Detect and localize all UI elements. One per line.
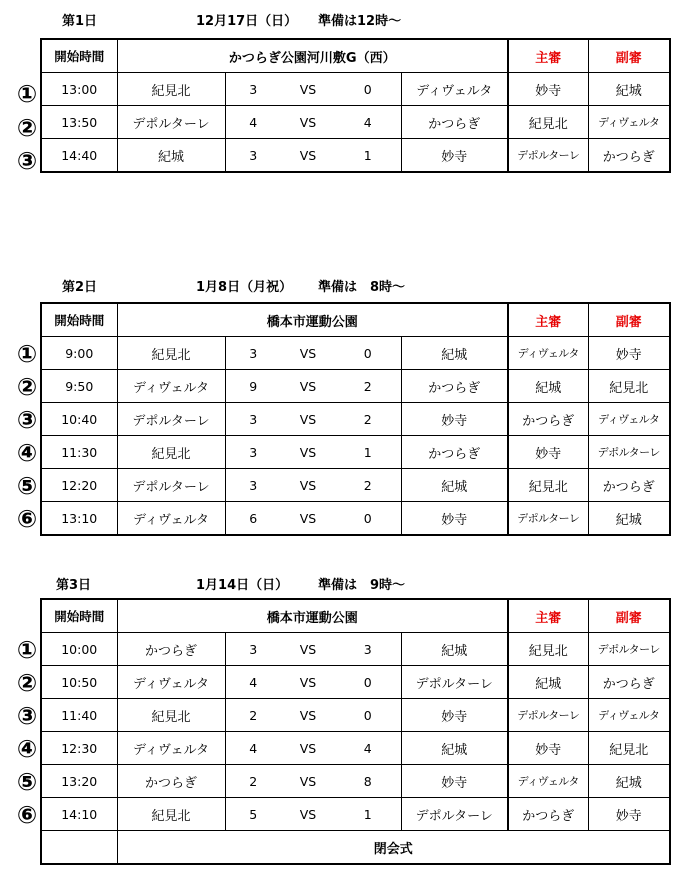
venue-name: 橋本市運動公園 [117,303,508,337]
assistant-referee: ディヴェルタ [588,106,670,139]
assistant-referee-header: 副審 [588,303,670,337]
vs-label: VS [281,502,335,536]
main-referee: かつらぎ [508,403,588,436]
score-home: 3 [225,139,281,173]
vs-label: VS [281,699,335,732]
match-number: ① [16,80,38,108]
vs-label: VS [281,403,335,436]
team-away: デポルターレ [401,666,508,699]
match-row [41,732,670,765]
team-home: ディヴェルタ [117,502,225,536]
score-home: 5 [225,798,281,831]
score-away: 0 [335,699,401,732]
schedule-table [40,302,671,536]
score-away: 4 [335,106,401,139]
date-label: 1月8日（月祝） [196,280,293,295]
match-number: ① [16,340,38,368]
match-row [41,73,670,106]
main-referee: ディヴェルタ [508,765,588,798]
main-referee: 妙寺 [508,73,588,106]
match-number: ④ [16,735,38,763]
start-time: 14:40 [41,139,117,173]
score-away: 2 [335,370,401,403]
team-home: デポルターレ [117,469,225,502]
team-home: 紀見北 [117,699,225,732]
day-label: 第2日 [62,280,98,295]
start-time: 9:00 [41,337,117,370]
match-row [41,699,670,732]
team-home: 紀見北 [117,798,225,831]
day-label: 第3日 [56,578,92,593]
team-away: ディヴェルタ [401,73,508,106]
team-home: ディヴェルタ [117,370,225,403]
match-row [41,633,670,666]
main-referee: 妙寺 [508,436,588,469]
start-time: 11:40 [41,699,117,732]
start-time: 12:30 [41,732,117,765]
assistant-referee: 紀見北 [588,732,670,765]
team-away: かつらぎ [401,370,508,403]
start-time: 10:40 [41,403,117,436]
match-number: ④ [16,439,38,467]
assistant-referee: 妙寺 [588,798,670,831]
score-home: 4 [225,666,281,699]
vs-label: VS [281,73,335,106]
assistant-referee: かつらぎ [588,139,670,173]
time-header: 開始時間 [41,303,117,337]
match-number: ⑤ [16,768,38,796]
score-away: 4 [335,732,401,765]
team-home: デポルターレ [117,106,225,139]
team-away: 妙寺 [401,502,508,536]
score-away: 1 [335,139,401,173]
match-row [41,765,670,798]
score-away: 0 [335,666,401,699]
match-number: ③ [16,406,38,434]
closing-time [41,831,117,865]
match-row [41,436,670,469]
start-time: 12:20 [41,469,117,502]
assistant-referee: かつらぎ [588,469,670,502]
start-time: 11:30 [41,436,117,469]
score-home: 4 [225,106,281,139]
score-away: 1 [335,436,401,469]
vs-label: VS [281,666,335,699]
start-time: 13:10 [41,502,117,536]
vs-label: VS [281,469,335,502]
assistant-referee: 紀城 [588,73,670,106]
vs-label: VS [281,370,335,403]
match-row [41,337,670,370]
day-header [0,272,689,296]
score-home: 4 [225,732,281,765]
team-away: 妙寺 [401,765,508,798]
main-referee: 紀見北 [508,633,588,666]
main-referee-header: 主審 [508,599,588,633]
assistant-referee: ディヴェルタ [588,403,670,436]
score-home: 6 [225,502,281,536]
day-label: 第1日 [62,14,98,29]
vs-label: VS [281,633,335,666]
team-away: デポルターレ [401,798,508,831]
closing-row [41,831,670,865]
start-time: 14:10 [41,798,117,831]
assistant-referee: かつらぎ [588,666,670,699]
main-referee: 妙寺 [508,732,588,765]
venue-name: 橋本市運動公園 [117,599,508,633]
team-away: かつらぎ [401,436,508,469]
day-header [0,570,689,594]
vs-label: VS [281,436,335,469]
score-away: 3 [335,633,401,666]
score-home: 2 [225,699,281,732]
team-home: かつらぎ [117,633,225,666]
vs-label: VS [281,337,335,370]
team-home: 紀見北 [117,337,225,370]
closing-ceremony: 閉会式 [117,831,670,865]
score-home: 2 [225,765,281,798]
match-row [41,139,670,173]
main-referee: ディヴェルタ [508,337,588,370]
start-time: 9:50 [41,370,117,403]
team-home: 紀城 [117,139,225,173]
score-home: 3 [225,633,281,666]
match-number: ① [16,636,38,664]
score-home: 9 [225,370,281,403]
score-away: 8 [335,765,401,798]
match-row [41,106,670,139]
score-away: 2 [335,403,401,436]
time-header: 開始時間 [41,599,117,633]
start-time: 13:50 [41,106,117,139]
match-row [41,370,670,403]
assistant-referee: 紀城 [588,765,670,798]
match-row [41,666,670,699]
main-referee-header: 主審 [508,303,588,337]
team-away: 紀城 [401,732,508,765]
match-number: ③ [16,702,38,730]
match-row [41,469,670,502]
team-home: 紀見北 [117,73,225,106]
main-referee: 紀見北 [508,469,588,502]
score-away: 0 [335,337,401,370]
date-label: 12月17日（日） [196,14,298,29]
main-referee: かつらぎ [508,798,588,831]
assistant-referee: 紀見北 [588,370,670,403]
vs-label: VS [281,765,335,798]
score-home: 3 [225,469,281,502]
score-away: 2 [335,469,401,502]
match-row [41,502,670,536]
score-away: 0 [335,502,401,536]
main-referee: デポルターレ [508,699,588,732]
score-home: 3 [225,337,281,370]
match-number: ③ [16,147,38,175]
main-referee: 紀城 [508,370,588,403]
assistant-referee-header: 副審 [588,39,670,73]
assistant-referee: 妙寺 [588,337,670,370]
start-time: 13:20 [41,765,117,798]
vs-label: VS [281,732,335,765]
start-time: 10:50 [41,666,117,699]
match-number: ⑥ [16,505,38,533]
main-referee: デポルターレ [508,502,588,536]
team-away: 妙寺 [401,403,508,436]
team-away: かつらぎ [401,106,508,139]
vs-label: VS [281,106,335,139]
vs-label: VS [281,798,335,831]
score-home: 3 [225,403,281,436]
team-away: 紀城 [401,633,508,666]
match-number: ② [16,373,38,401]
assistant-referee-header: 副審 [588,599,670,633]
time-header: 開始時間 [41,39,117,73]
date-label: 1月14日（日） [196,578,289,593]
match-number: ⑤ [16,472,38,500]
start-time: 13:00 [41,73,117,106]
match-number: ⑥ [16,801,38,829]
team-home: 紀見北 [117,436,225,469]
assistant-referee: 紀城 [588,502,670,536]
score-away: 0 [335,73,401,106]
main-referee: デポルターレ [508,139,588,173]
match-row [41,403,670,436]
team-away: 紀城 [401,337,508,370]
team-away: 妙寺 [401,699,508,732]
team-home: デポルターレ [117,403,225,436]
prep-label: 準備は12時～ [318,14,402,29]
assistant-referee: ディヴェルタ [588,699,670,732]
start-time: 10:00 [41,633,117,666]
team-home: ディヴェルタ [117,666,225,699]
assistant-referee: デポルターレ [588,436,670,469]
vs-label: VS [281,139,335,173]
score-away: 1 [335,798,401,831]
venue-name: かつらぎ公園河川敷G（西） [117,39,508,73]
team-away: 妙寺 [401,139,508,173]
score-home: 3 [225,73,281,106]
match-row [41,798,670,831]
main-referee: 紀見北 [508,106,588,139]
day-header [0,6,689,30]
score-home: 3 [225,436,281,469]
team-away: 紀城 [401,469,508,502]
prep-label: 準備は 8時～ [318,280,406,295]
match-number: ② [16,669,38,697]
team-home: かつらぎ [117,765,225,798]
main-referee-header: 主審 [508,39,588,73]
assistant-referee: デポルターレ [588,633,670,666]
main-referee: 紀城 [508,666,588,699]
schedule-table [40,38,671,173]
match-number: ② [16,114,38,142]
prep-label: 準備は 9時～ [318,578,406,593]
team-home: ディヴェルタ [117,732,225,765]
schedule-table [40,598,671,865]
